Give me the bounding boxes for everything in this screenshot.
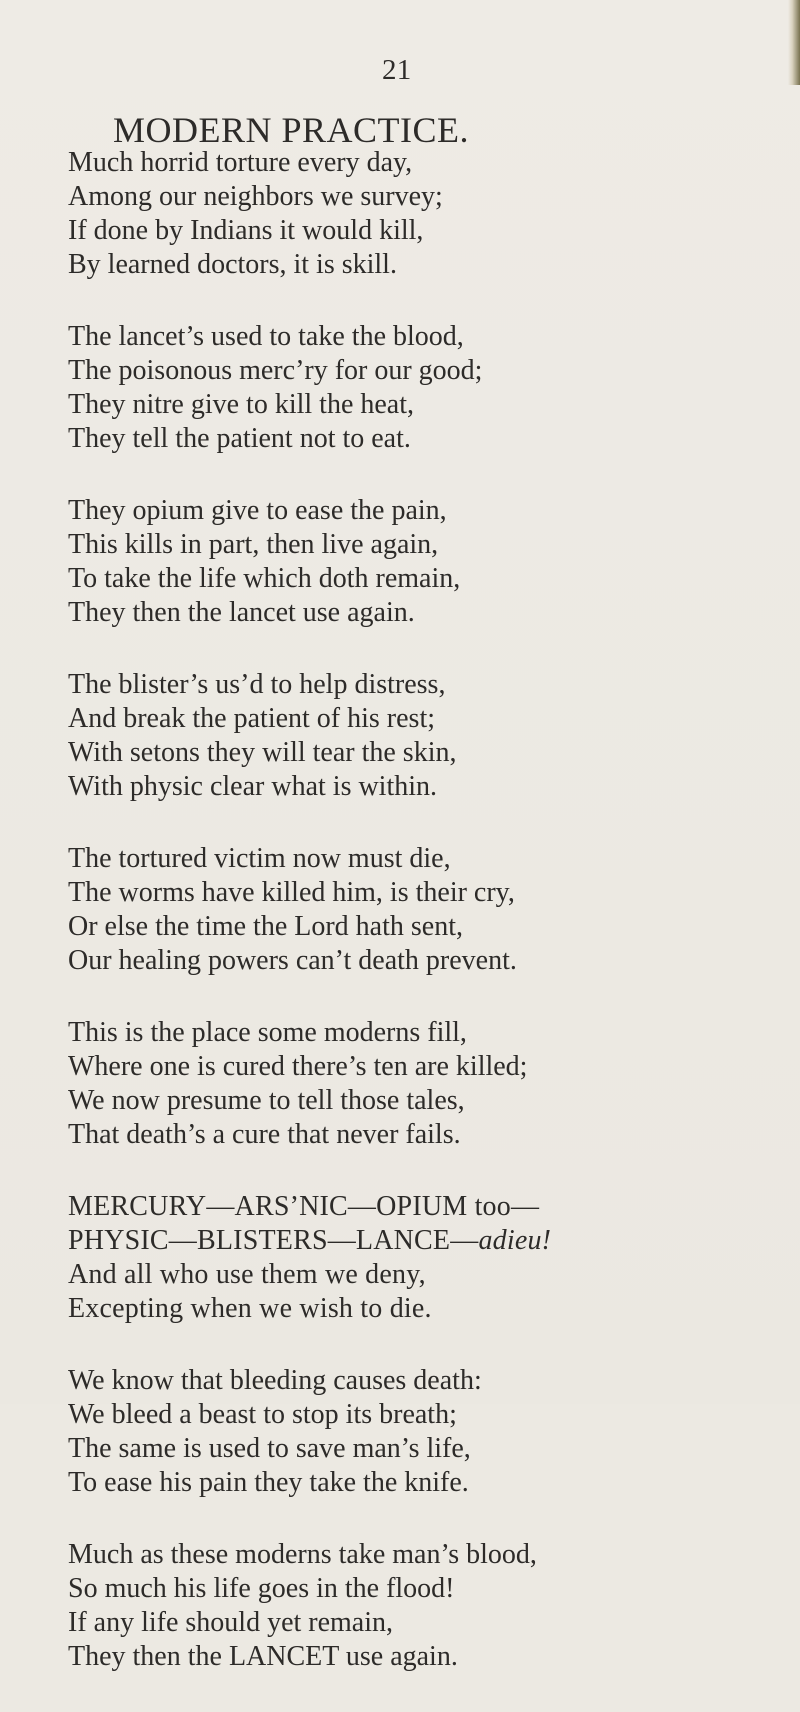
poem-line: The poisonous merc’ry for our good; — [68, 355, 483, 386]
stanza-9 — [68, 1538, 748, 1674]
poem-line: Where one is cured there’s ten are killed; — [68, 1051, 528, 1082]
poem-line: The worms have killed him, is their cry, — [68, 877, 515, 908]
poem-line: They then the LANCET use again. — [68, 1641, 458, 1672]
poem-line: The tortured victim now must die, — [68, 843, 451, 874]
poem-line: That death’s a cure that never fails. — [68, 1119, 461, 1150]
adieu-word: adieu! — [478, 1225, 552, 1256]
poem-line: If any life should yet remain, — [68, 1607, 394, 1638]
poem-line: They then the lancet use again. — [68, 597, 415, 628]
poem-line: To ease his pain they take the knife. — [68, 1467, 469, 1498]
poem-line: We know that bleeding causes death: — [68, 1365, 482, 1396]
poem-line: And break the patient of his rest; — [68, 703, 436, 734]
poem-line: The lancet’s used to take the blood, — [68, 321, 464, 352]
poem-line: Excepting when we wish to die. — [68, 1293, 432, 1324]
poem-line: Much as these moderns take man’s blood, — [68, 1539, 537, 1570]
page-number: 21 — [382, 54, 412, 86]
poem-line: If done by Indians it would kill, — [68, 215, 424, 246]
poem-line: The blister’s us’d to help distress, — [68, 669, 446, 700]
poem-line — [68, 1224, 748, 1258]
poem-line: Much horrid torture every day, — [68, 147, 413, 178]
page-title: MODERN PRACTICE. — [113, 110, 470, 150]
stanza-7 — [68, 1190, 748, 1326]
poem-line: Among our neighbors we survey; — [68, 181, 443, 212]
poem-line: With setons they will tear the skin, — [68, 737, 457, 768]
poem-line: And all who use them we deny, — [68, 1259, 426, 1290]
poem-line: They nitre give to kill the heat, — [68, 389, 415, 420]
poem-line-main: PHYSIC—BLISTERS—LANCE— — [68, 1225, 479, 1256]
poem-line: So much his life goes in the flood! — [68, 1573, 455, 1604]
poem-line: MERCURY—ARS’NIC—OPIUM too— — [68, 1191, 540, 1222]
page-edge-shadow — [788, 0, 800, 85]
stanza-5 — [68, 842, 748, 978]
poem-line: Or else the time the Lord hath sent, — [68, 911, 463, 942]
poem-line: By learned doctors, it is skill. — [68, 249, 397, 280]
stanza-1 — [68, 146, 748, 282]
poem-line: We now presume to tell those tales, — [68, 1085, 465, 1116]
poem-line: The same is used to save man’s life, — [68, 1433, 471, 1464]
stanza-6 — [68, 1016, 748, 1152]
poem — [68, 146, 748, 1712]
stanza-4 — [68, 668, 748, 804]
poem-line: We bleed a beast to stop its breath; — [68, 1399, 457, 1430]
poem-line: With physic clear what is within. — [68, 771, 438, 802]
stanza-8 — [68, 1364, 748, 1500]
poem-line: Our healing powers can’t death prevent. — [68, 945, 517, 976]
poem-line: This is the place some moderns fill, — [68, 1017, 467, 1048]
stanza-3 — [68, 494, 748, 630]
poem-line: This kills in part, then live again, — [68, 529, 439, 560]
poem-line: To take the life which doth remain, — [68, 563, 461, 594]
poem-line: They opium give to ease the pain, — [68, 495, 447, 526]
stanza-2 — [68, 320, 748, 456]
poem-line: They tell the patient not to eat. — [68, 423, 411, 454]
